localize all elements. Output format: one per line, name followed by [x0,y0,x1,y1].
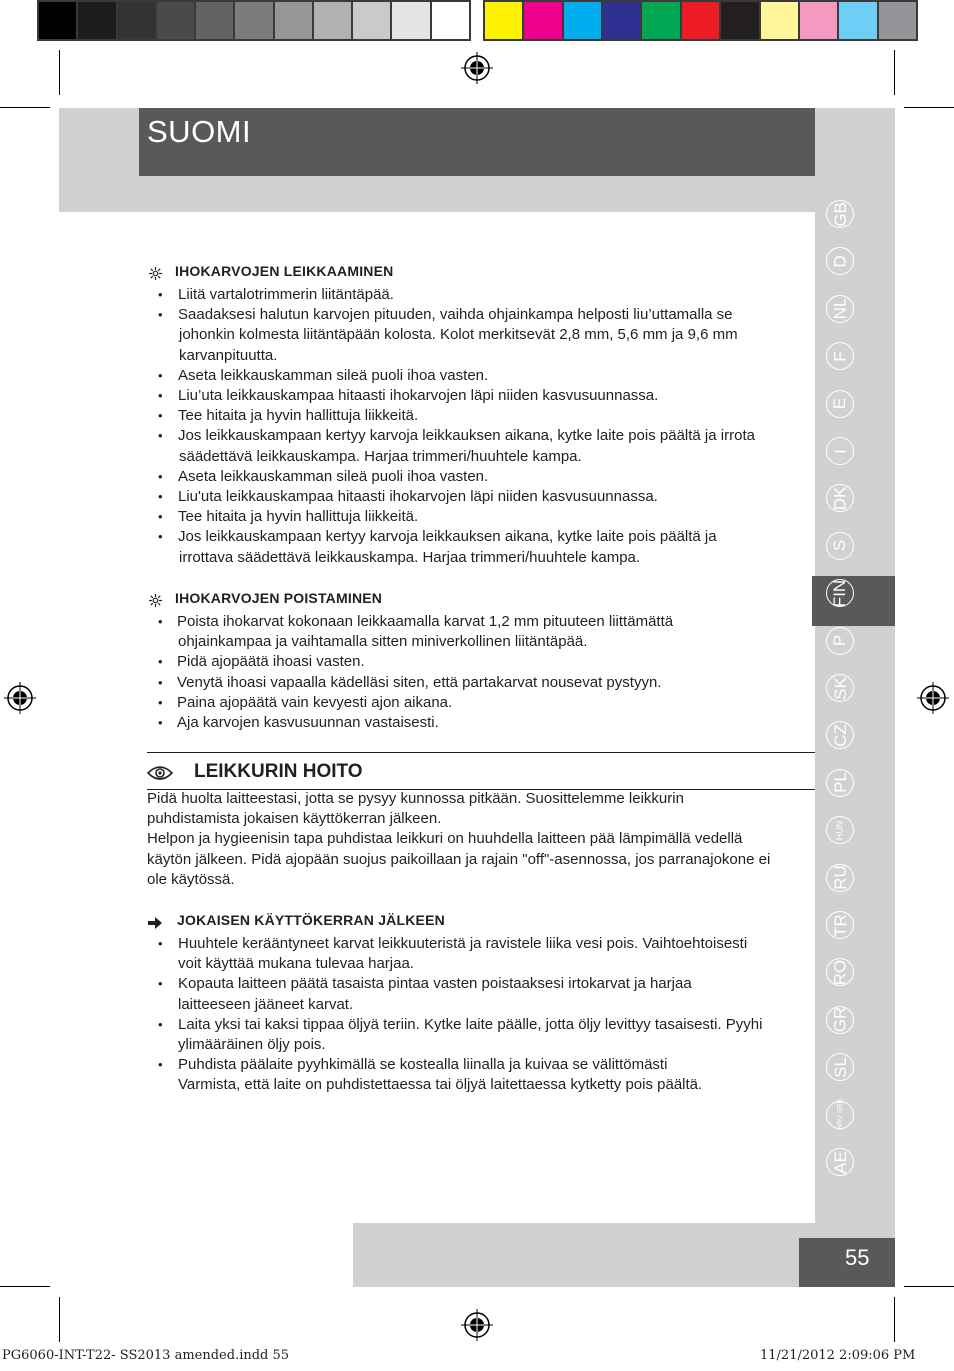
section-heading: IHOKARVOJEN LEIKKAAMINEN [175,263,394,279]
bullet: • [158,367,163,383]
bullet: • [158,715,163,730]
list-item-text: Poista ihokarvat kokonaan leikkaamalla karvat 1,2 mm pituuteen liittämättä [177,613,674,630]
list-item-text: Jos leikkauskampaan kertyy karvoja leikkauksen aikana, kytke laite pois päältä ja irrota [178,427,755,445]
eye-icon [147,764,173,786]
care-paragraph-line: puhdistamista jokaisen käyttökerran jälkeen. [147,810,442,828]
list-item-text: Kopauta laitteen päätä tasaista pintaa vasten poistaaksesi irtokarvat ja harjaa [178,975,692,993]
color-swatch [485,2,522,39]
language-tab-fin[interactable] [826,579,854,607]
list-item-text: Aja karvojen kasvusuunnan vastaisesti. [177,714,439,731]
list-item-text: Liitä vartalotrimmerin liitäntäpää. [178,286,394,303]
bullet: • [158,509,163,525]
active-language-highlight [812,576,895,626]
color-swatch [196,2,233,39]
list-item-text: Jos leikkauskampaan kertyy karvoja leikkauksen aikana, kytke laite pois päältä ja [178,528,717,546]
list-item-text: Pidä ajopäätä ihoasi vasten. [177,653,365,671]
list-item-text: Liu’uta leikkauskampaa hitaasti ihokarvojen läpi niiden kasvusuunnassa. [178,387,659,404]
color-swatch [642,2,679,39]
crop-mark [904,107,954,108]
footer-file-info: PG6060-INT-T22- SS2013 amended.indd 55 [2,1348,290,1363]
language-label: PL [830,772,850,794]
language-label: F [830,350,850,362]
registration-mark-icon [461,52,493,84]
list-item-text: Aseta leikkauskamman sileä puoli ihoa vasten. [178,467,489,485]
bullet: • [158,307,163,323]
language-label: DK [830,486,850,511]
language-label: RU [830,865,850,890]
language-tab-nl[interactable] [826,295,854,323]
color-swatch [839,2,876,39]
language-label: RO [830,959,850,986]
language-tab-tr[interactable] [826,911,854,939]
bullet: • [158,1057,163,1073]
process-color-bar [483,0,918,41]
crop-mark [59,50,60,95]
crop-mark [0,1286,50,1287]
list-item-text: Laita yksi tai kaksi tippaa öljyä teriin. Kytke laite päälle, jotta öljy levittyy tasaisesti. Pyyhi [178,1015,763,1033]
sun-icon [149,592,162,611]
title-bar [139,108,815,176]
bullet: • [158,976,163,992]
language-label: HUN [834,820,845,840]
bullet: • [158,468,163,484]
list-item-text: Paina ajopäätä vain kevyesti ajon aikana. [177,693,453,711]
language-tab-pl[interactable] [826,769,854,797]
bullet: • [158,936,163,951]
crop-mark [59,1297,60,1342]
language-label: AE [830,1150,850,1174]
language-label: SL [830,1056,850,1078]
list-item-text: Tee hitaita ja hyvin hallittuja liikkeitä. [178,407,419,425]
language-tab-sk[interactable] [826,674,854,702]
language-label: I [830,448,850,454]
language-label: HRV SRB [836,1099,844,1131]
list-item-text: voit käyttää mukana tulevaa harjaa. [178,955,414,973]
care-paragraph-line: ole käytössä. [147,870,235,888]
sun-icon [149,265,162,284]
language-label: TR [830,913,850,937]
crop-mark [894,1297,895,1342]
language-tab-hun[interactable] [826,816,854,844]
list-item-text: Varmista, että laite on puhdistettaessa tai öljyä laitettaessa kytketty pois päältä. [178,1076,703,1094]
color-swatch [682,2,719,39]
language-label: SK [830,676,850,700]
bullet: • [158,654,163,670]
color-swatch [524,2,561,39]
color-swatch [118,2,155,39]
footer-timestamp: 11/21/2012 2:09:06 PM [760,1348,916,1363]
registration-mark-icon [461,1309,493,1341]
list-item-text: Liu'uta leikkauskampaa hitaasti ihokarvojen läpi niiden kasvusuunnassa. [178,488,658,505]
care-paragraph-line: käytön jälkeen. Pidä ajopään suojus paikoillaan ja rajain "off"-asennossa, jos parranajokone ei [147,850,771,868]
language-tab-sl[interactable] [826,1053,854,1081]
section-heading: JOKAISEN KÄYTTÖKERRAN JÄLKEEN [177,912,445,928]
color-swatch [39,2,76,39]
list-item-text: Tee hitaita ja hyvin hallittuja liikkeitä. [178,508,419,526]
bullet: • [158,388,163,403]
list-item-text: johonkin kolmesta liitäntäpään kolosta. Kolot merkitsevät 2,8 mm, 5,6 mm ja 9,6 mm [179,326,738,344]
bullet: • [158,489,163,504]
color-swatch [761,2,798,39]
language-tab-hrv-srb[interactable] [826,1101,854,1129]
color-swatch [157,2,194,39]
list-item-text: Aseta leikkauskamman sileä puoli ihoa vasten. [178,366,489,384]
color-swatch [564,2,601,39]
color-swatch [800,2,837,39]
language-label: FIN [830,579,850,607]
language-label: GB [830,201,850,227]
color-swatch [275,2,312,39]
language-tab-cz[interactable] [826,721,854,749]
list-item-text: Puhdista päälaite pyyhkimällä se kostealla liinalla ja kuivaa se välittömästi [178,1056,668,1074]
registration-mark-icon [917,682,949,714]
color-swatch [879,2,916,39]
color-swatch [432,2,469,39]
color-swatch [314,2,351,39]
language-label: GR [830,1007,850,1033]
language-tab-ru[interactable] [826,864,854,892]
list-item-text: karvanpituutta. [179,346,278,364]
bullet: • [158,674,163,690]
color-swatch [392,2,429,39]
color-swatch [603,2,640,39]
list-item-text: Saadaksesi halutun karvojen pituuden, vaihda ohjainkampa helposti liu’uttamalla se [178,306,733,324]
bullet: • [158,529,163,545]
language-tab-gr[interactable] [826,1006,854,1034]
crop-mark [904,1286,954,1287]
section-heading: IHOKARVOJEN POISTAMINEN [175,590,383,606]
language-tab-s[interactable] [826,532,854,560]
divider-line [147,752,815,753]
crop-mark [894,50,895,95]
language-tab-e[interactable] [826,390,854,418]
language-label: CZ [830,724,850,747]
list-item-text: ohjainkampaa ja vaihtamalla sitten miniverkollinen liitäntäpää. [178,633,588,651]
language-tab-gb[interactable] [826,200,854,228]
language-label: NL [830,297,850,320]
list-item-text: Venytä ihoasi vapaalla kädelläsi siten, että partakarvat nousevat pystyyn. [177,673,662,691]
registration-mark-icon [4,682,36,714]
care-paragraph-line: Helpon ja hygieenisin tapa puhdistaa leikkuri on huuhdella laitteen pää lämpimällä vedellä [147,830,743,848]
page-number: 55 [845,1245,870,1270]
language-label: S [830,540,850,552]
color-swatch [78,2,115,39]
page-title: SUOMI [147,114,252,149]
page-number-box [799,1238,895,1287]
care-paragraph-line: Pidä huolta laitteestasi, jotta se pysyy kunnossa pitkään. Suosittelemme leikkurin [147,790,684,807]
language-tab-f[interactable] [826,342,854,370]
list-item-text: säädettävä leikkauskampa. Harjaa trimmeri/huuhtele kampa. [179,447,582,465]
bullet: • [158,1016,163,1032]
bullet: • [158,694,163,710]
care-heading: LEIKKURIN HOITO [194,761,363,782]
bullet: • [158,408,163,424]
language-tab-i[interactable] [826,437,854,465]
list-item-text: irrottava säädettävä leikkauskampa. Harjaa trimmeri/huuhtele kampa. [179,548,641,566]
color-swatch [235,2,272,39]
grayscale-color-bar [37,0,471,41]
language-label: P [830,634,850,647]
color-swatch [353,2,390,39]
bullet: • [158,287,163,302]
language-tab-ae[interactable] [826,1148,854,1176]
list-item-text: laitteeseen jääneet karvat. [178,995,354,1013]
language-tab-p[interactable] [826,627,854,655]
list-item-text: ylimääräinen öljy pois. [178,1036,326,1053]
arrow-right-icon [148,914,162,933]
language-label: D [830,255,850,268]
color-swatch [721,2,758,39]
crop-mark [0,107,50,108]
language-label: E [830,397,850,410]
bullet: • [158,428,163,444]
bullet: • [158,614,163,629]
list-item-text: Huuhtele kerääntyneet karvat leikkuuteristä ja ravistele liika vesi pois. Vaihtoehtoisesti [178,935,748,952]
